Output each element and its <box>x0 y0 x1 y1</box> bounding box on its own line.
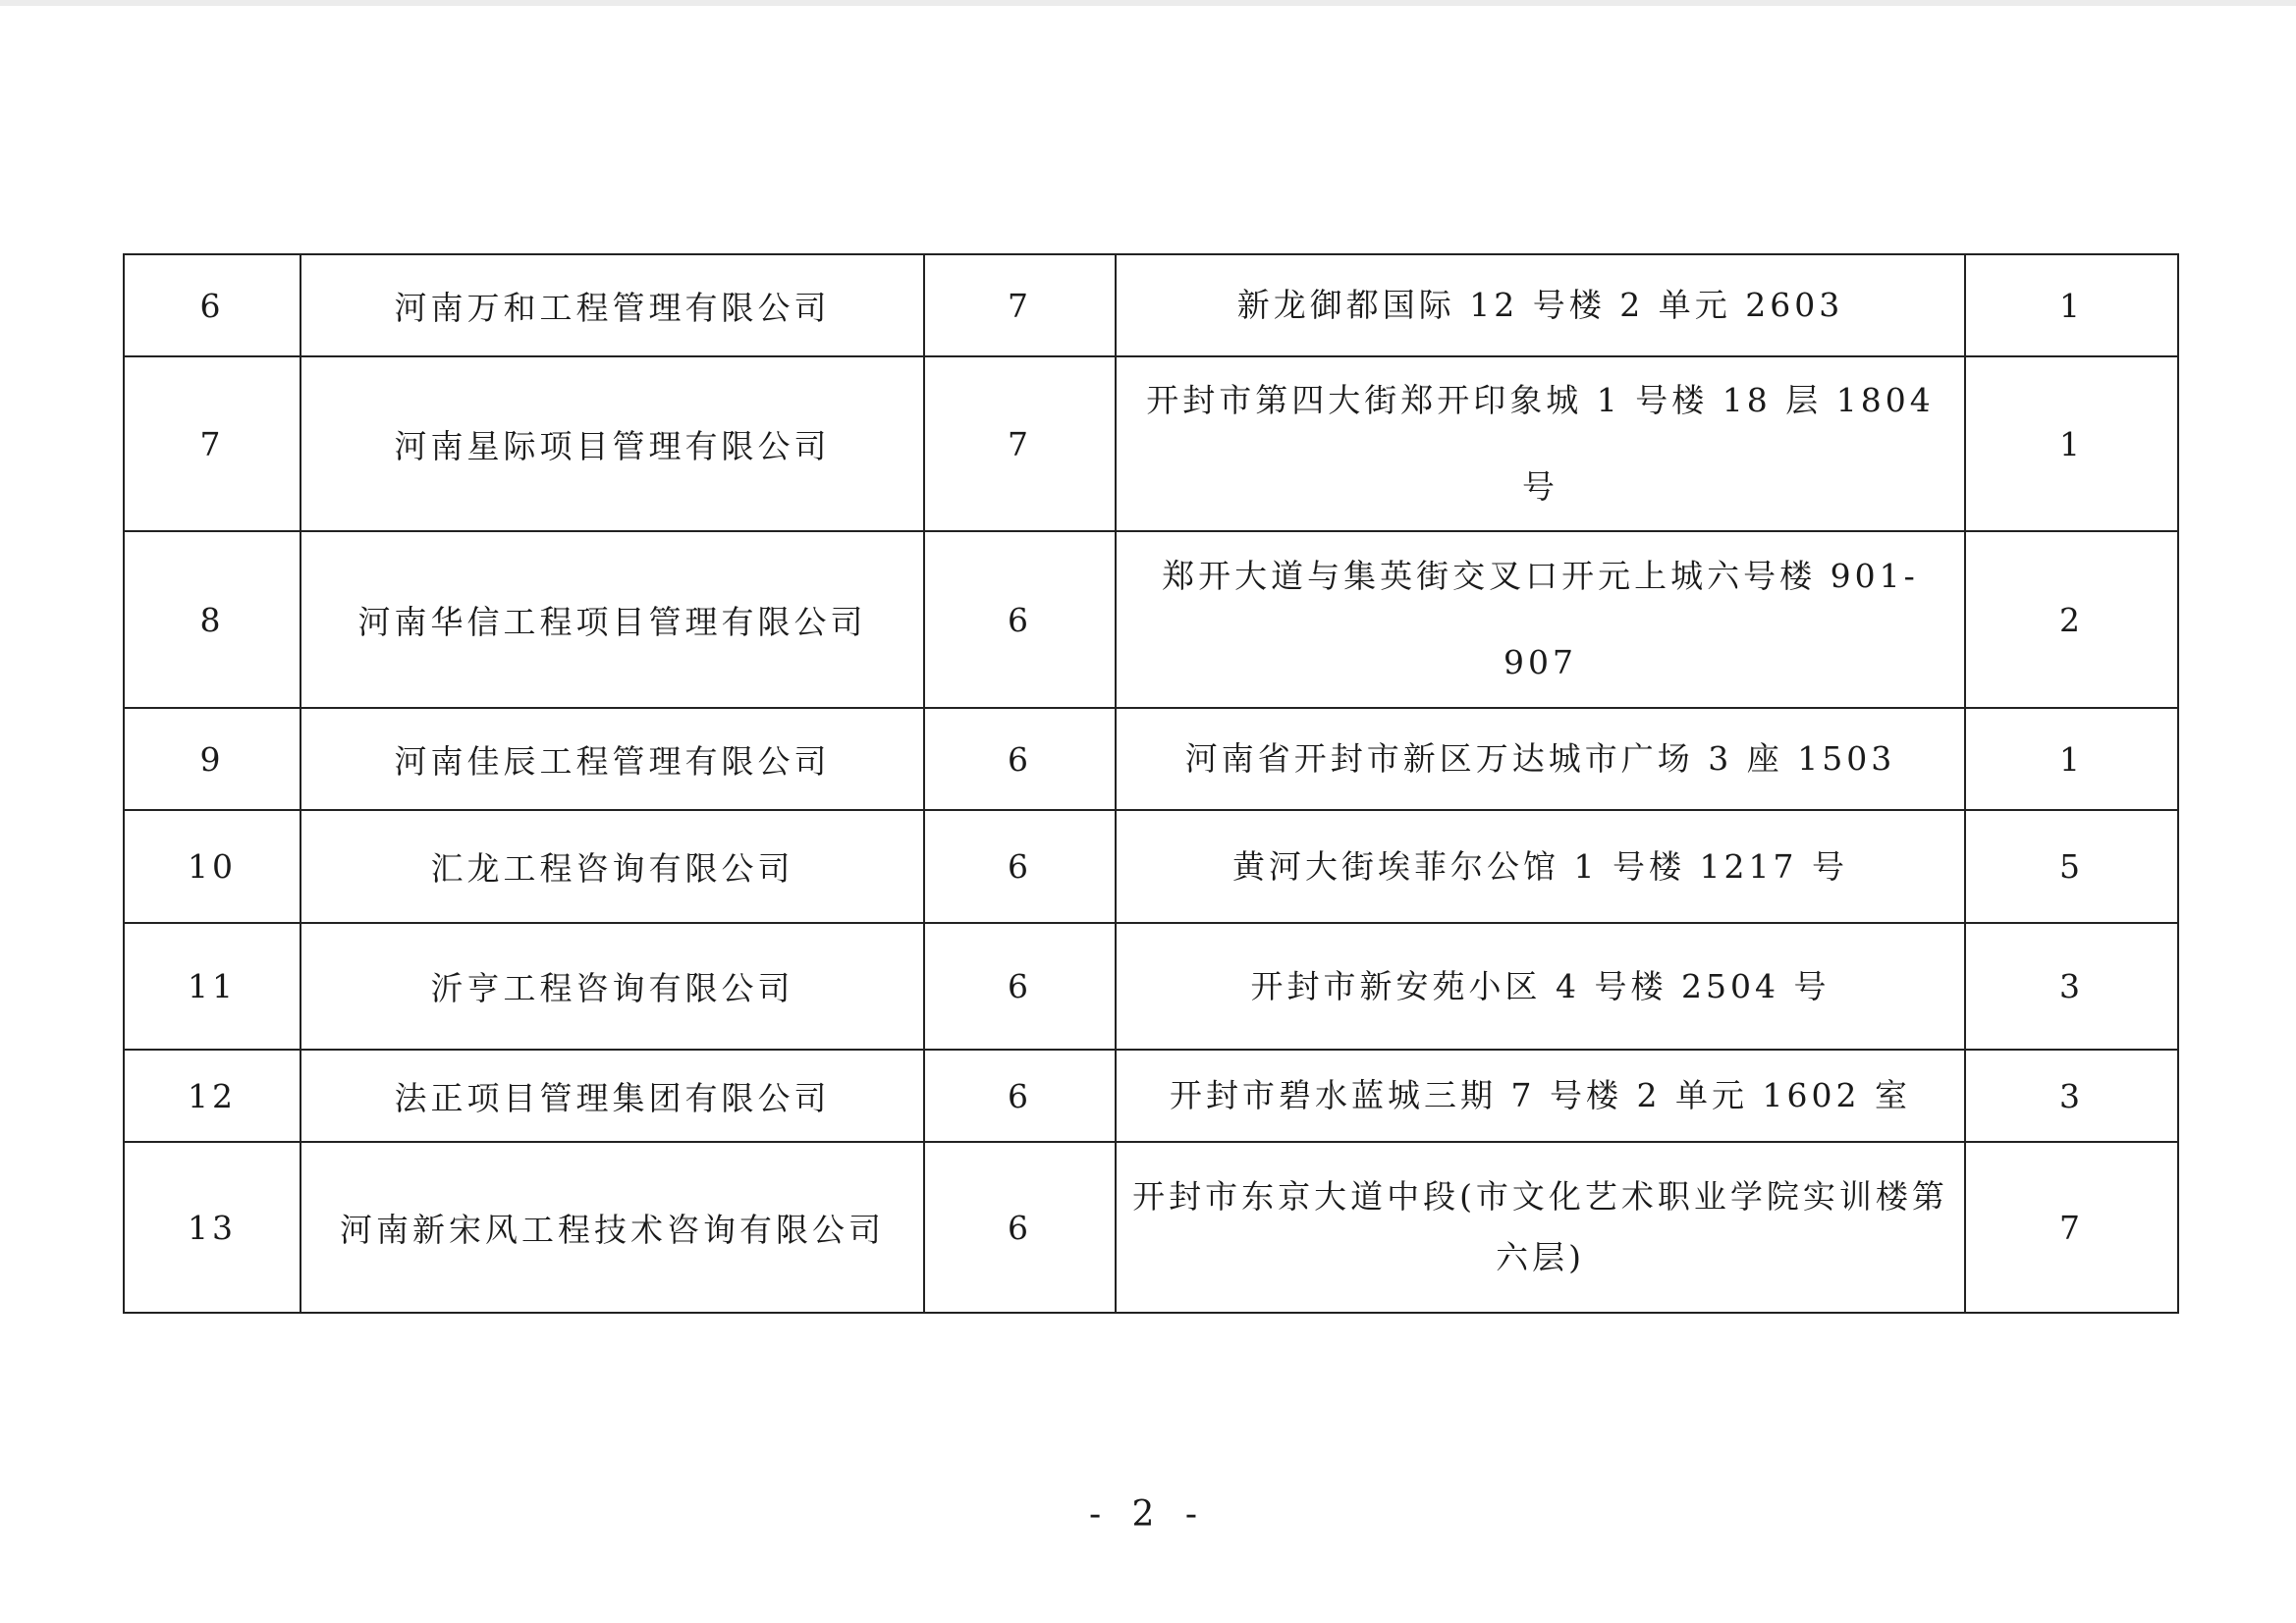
row-quantity: 3 <box>1965 1050 2178 1142</box>
row-number: 9 <box>124 708 301 810</box>
company-name: 河南万和工程管理有限公司 <box>301 254 924 356</box>
company-address: 郑开大道与集英街交叉口开元上城六号楼 901-907 <box>1116 531 1965 708</box>
row-number: 8 <box>124 531 301 708</box>
table-row <box>124 810 2178 923</box>
row-count: 6 <box>924 1050 1116 1142</box>
row-count: 7 <box>924 254 1116 356</box>
table-row <box>124 708 2178 810</box>
table-row <box>124 1142 2178 1313</box>
row-number: 10 <box>124 810 301 923</box>
row-quantity: 2 <box>1965 531 2178 708</box>
row-quantity: 3 <box>1965 923 2178 1050</box>
table-row <box>124 356 2178 531</box>
company-name: 河南星际项目管理有限公司 <box>301 356 924 531</box>
company-address: 新龙御都国际 12 号楼 2 单元 2603 <box>1116 254 1965 356</box>
row-number: 13 <box>124 1142 301 1313</box>
company-name: 河南佳辰工程管理有限公司 <box>301 708 924 810</box>
table-row <box>124 1050 2178 1142</box>
row-quantity: 1 <box>1965 708 2178 810</box>
table-row <box>124 254 2178 356</box>
row-number: 11 <box>124 923 301 1050</box>
company-name: 河南新宋风工程技术咨询有限公司 <box>301 1142 924 1313</box>
company-address: 开封市东京大道中段(市文化艺术职业学院实训楼第六层) <box>1116 1142 1965 1313</box>
company-name: 沂亨工程咨询有限公司 <box>301 923 924 1050</box>
row-count: 6 <box>924 1142 1116 1313</box>
company-address: 河南省开封市新区万达城市广场 3 座 1503 <box>1116 708 1965 810</box>
row-count: 7 <box>924 356 1116 531</box>
row-count: 6 <box>924 810 1116 923</box>
company-table <box>123 253 2179 1314</box>
company-name: 法正项目管理集团有限公司 <box>301 1050 924 1142</box>
page-number: - 2 - <box>1088 1494 1208 1535</box>
row-count: 6 <box>924 708 1116 810</box>
row-quantity: 1 <box>1965 254 2178 356</box>
company-address: 开封市碧水蓝城三期 7 号楼 2 单元 1602 室 <box>1116 1050 1965 1142</box>
page-top-edge <box>0 0 2296 6</box>
table-row <box>124 531 2178 708</box>
company-name: 河南华信工程项目管理有限公司 <box>301 531 924 708</box>
row-quantity: 1 <box>1965 356 2178 531</box>
company-name: 汇龙工程咨询有限公司 <box>301 810 924 923</box>
row-quantity: 5 <box>1965 810 2178 923</box>
table-row <box>124 923 2178 1050</box>
row-number: 12 <box>124 1050 301 1142</box>
company-address: 开封市新安苑小区 4 号楼 2504 号 <box>1116 923 1965 1050</box>
company-address: 黄河大街埃菲尔公馆 1 号楼 1217 号 <box>1116 810 1965 923</box>
row-number: 6 <box>124 254 301 356</box>
row-count: 6 <box>924 923 1116 1050</box>
row-quantity: 7 <box>1965 1142 2178 1313</box>
row-number: 7 <box>124 356 301 531</box>
company-address: 开封市第四大街郑开印象城 1 号楼 18 层 1804 号 <box>1116 356 1965 531</box>
row-count: 6 <box>924 531 1116 708</box>
